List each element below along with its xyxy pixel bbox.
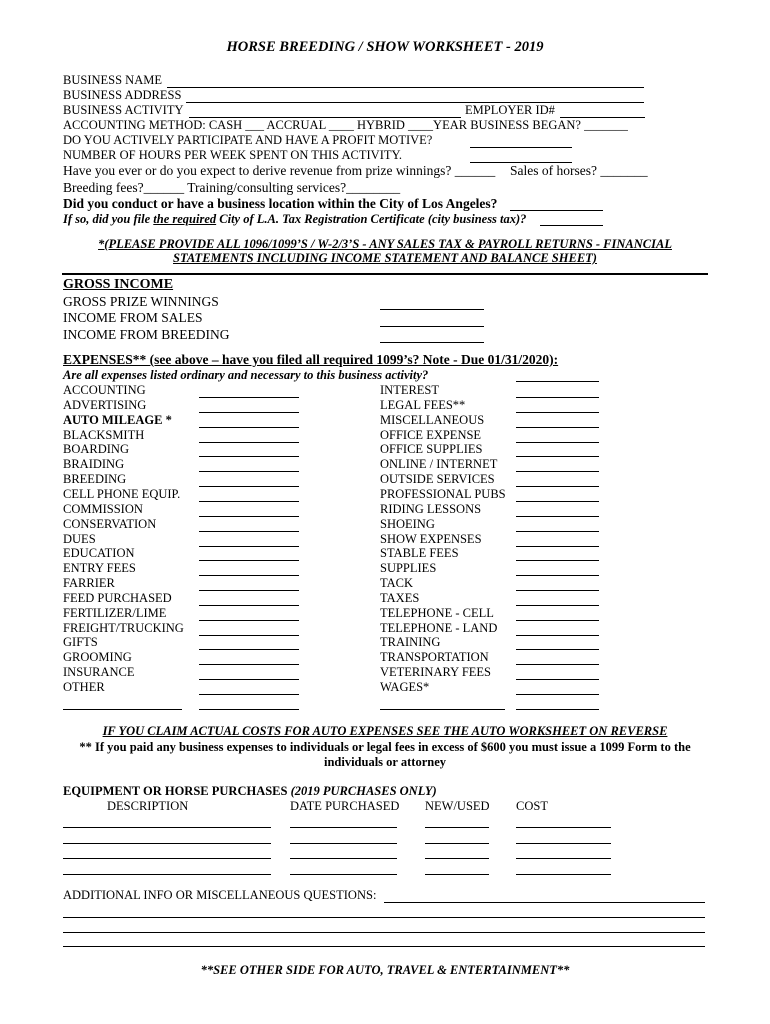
expense-left-label: BLACKSMITH xyxy=(63,427,145,442)
equipment-description-field[interactable] xyxy=(63,874,271,875)
expense-right-label: TELEPHONE - LAND xyxy=(380,620,498,635)
expense-left-amount-field[interactable] xyxy=(199,442,299,443)
expense-left-label: DUES xyxy=(63,531,96,546)
expense-left-amount-field[interactable] xyxy=(199,546,299,547)
expenses-ordinary-field[interactable] xyxy=(516,381,599,382)
equipment-new-used-field[interactable] xyxy=(425,858,489,859)
footer-note: **SEE OTHER SIDE FOR AUTO, TRAVEL & ENTERTAINMENT** xyxy=(200,963,570,977)
gross-prize-winnings-label: GROSS PRIZE WINNINGS xyxy=(63,294,219,309)
expense-right-label: SHOEING xyxy=(380,516,435,531)
expense-right-label: ONLINE / INTERNET xyxy=(380,457,498,472)
la-tax-certificate-field[interactable] xyxy=(540,225,603,226)
expense-right-amount-field[interactable] xyxy=(516,575,599,576)
expense-left-amount-field[interactable] xyxy=(199,397,299,398)
expense-extra-right-amount-field[interactable] xyxy=(516,709,599,710)
expense-right-label: TRANSPORTATION xyxy=(380,650,489,665)
equipment-new-used-field[interactable] xyxy=(425,874,489,875)
sales-of-horses-label: Sales of horses? _______ xyxy=(510,163,648,178)
equipment-date-purchased-field[interactable] xyxy=(290,858,397,859)
business-address-field[interactable] xyxy=(186,102,644,103)
auto-worksheet-notice: IF YOU CLAIM ACTUAL COSTS FOR AUTO EXPENSES SEE THE AUTO WORKSHEET ON REVERSE xyxy=(102,724,668,738)
expense-left-amount-field[interactable] xyxy=(199,694,299,695)
expense-right-label: TAXES xyxy=(380,590,420,605)
income-from-sales-label: INCOME FROM SALES xyxy=(63,310,203,325)
accounting-method-label: ACCOUNTING METHOD: CASH ___ ACCRUAL ____ HYBRID ____YEAR BUSINESS BEGAN? _______ xyxy=(63,118,628,132)
expense-left-label: FERTILIZER/LIME xyxy=(63,605,167,620)
expense-right-amount-field[interactable] xyxy=(516,590,599,591)
expense-right-amount-field[interactable] xyxy=(516,412,599,413)
expense-right-label: SHOW EXPENSES xyxy=(380,531,482,546)
breeding-fees-label: Breeding fees?______ Training/consulting services?________ xyxy=(63,180,401,195)
expense-extra-right-field[interactable] xyxy=(380,709,505,710)
equipment-date-purchased-field[interactable] xyxy=(290,874,397,875)
la-tax-certificate-question: If so, did you file the required City of L.A. Tax Registration Certificate (city business tax)? xyxy=(63,212,527,226)
expense-right-label: PROFESSIONAL PUBS xyxy=(380,486,506,501)
expenses-subheading: Are all expenses listed ordinary and necessary to this business activity? xyxy=(63,368,429,382)
expense-left-label: FEED PURCHASED xyxy=(63,590,172,605)
expense-left-amount-field[interactable] xyxy=(199,516,299,517)
expense-right-amount-field[interactable] xyxy=(516,635,599,636)
income-from-breeding-field[interactable] xyxy=(380,342,484,343)
expense-left-label: BRAIDING xyxy=(63,457,125,472)
equipment-heading: EQUIPMENT OR HORSE PURCHASES (2019 PURCHASES ONLY) xyxy=(63,784,437,798)
expense-left-amount-field[interactable] xyxy=(199,560,299,561)
income-from-breeding-label: INCOME FROM BREEDING xyxy=(63,327,230,342)
equipment-new-used-field[interactable] xyxy=(425,827,489,828)
expense-right-amount-field[interactable] xyxy=(516,694,599,695)
form-1099-notice-line1: ** If you paid any business expenses to individuals or legal fees in excess of $600 you must issue a 1099 Form to the xyxy=(79,740,691,754)
expense-right-label: MISCELLANEOUS xyxy=(380,412,485,427)
expense-left-amount-field[interactable] xyxy=(199,605,299,606)
expense-left-label: ADVERTISING xyxy=(63,397,147,412)
expense-left-label: BOARDING xyxy=(63,442,129,457)
expense-right-amount-field[interactable] xyxy=(516,471,599,472)
column-new-used: NEW/USED xyxy=(425,799,490,813)
additional-info-field-4[interactable] xyxy=(63,946,705,947)
expense-left-amount-field[interactable] xyxy=(199,471,299,472)
equipment-description-field[interactable] xyxy=(63,858,271,859)
expense-right-label: TACK xyxy=(380,576,414,591)
expense-left-label: CELL PHONE EQUIP. xyxy=(63,486,181,501)
expense-right-label: OUTSIDE SERVICES xyxy=(380,472,495,487)
expense-left-label: FREIGHT/TRUCKING xyxy=(63,620,184,635)
column-date-purchased: DATE PURCHASED xyxy=(290,799,400,813)
column-description: DESCRIPTION xyxy=(107,799,189,813)
equipment-cost-field[interactable] xyxy=(516,843,611,844)
expense-left-amount-field[interactable] xyxy=(199,501,299,502)
expense-right-amount-field[interactable] xyxy=(516,516,599,517)
expense-left-amount-field[interactable] xyxy=(199,575,299,576)
business-name-label: BUSINESS NAME xyxy=(63,73,162,87)
expense-right-amount-field[interactable] xyxy=(516,397,599,398)
expense-right-label: STABLE FEES xyxy=(380,546,459,561)
expense-left-amount-field[interactable] xyxy=(199,649,299,650)
expense-left-amount-field[interactable] xyxy=(199,679,299,680)
expense-left-label: INSURANCE xyxy=(63,665,135,680)
business-address-label: BUSINESS ADDRESS xyxy=(63,88,182,102)
expense-right-amount-field[interactable] xyxy=(516,442,599,443)
expense-left-amount-field[interactable] xyxy=(199,456,299,457)
expense-left-amount-field[interactable] xyxy=(199,427,299,428)
expense-right-label: RIDING LESSONS xyxy=(380,501,482,516)
la-business-field[interactable] xyxy=(510,210,603,211)
expense-right-label: INTEREST xyxy=(380,383,440,397)
expense-left-amount-field[interactable] xyxy=(199,664,299,665)
equipment-date-purchased-field[interactable] xyxy=(290,843,397,844)
expense-right-label: WAGES* xyxy=(380,680,430,694)
expense-right-label: OFFICE SUPPLIES xyxy=(380,442,483,457)
expense-right-amount-field[interactable] xyxy=(516,531,599,532)
prize-winnings-label: Have you ever or do you expect to derive revenue from prize winnings? ______ xyxy=(63,163,496,178)
equipment-description-field[interactable] xyxy=(63,843,271,844)
page-title: HORSE BREEDING / SHOW WORKSHEET - 2019 xyxy=(226,39,544,55)
equipment-cost-field[interactable] xyxy=(516,874,611,875)
expense-right-amount-field[interactable] xyxy=(516,546,599,547)
expense-right-amount-field[interactable] xyxy=(516,620,599,621)
expense-right-amount-field[interactable] xyxy=(516,664,599,665)
expense-right-label: TELEPHONE - CELL xyxy=(380,605,494,620)
equipment-cost-field[interactable] xyxy=(516,827,611,828)
documents-notice-line1: *(PLEASE PROVIDE ALL 1096/1099’S / W-2/3’S - ANY SALES TAX & PAYROLL RETURNS - FINANCIAL xyxy=(98,237,672,251)
additional-info-label: ADDITIONAL INFO OR MISCELLANEOUS QUESTIONS: xyxy=(63,888,377,902)
expenses-heading: EXPENSES** (see above – have you filed all required 1099’s? Note - Due 01/31/2020): xyxy=(63,352,559,367)
expense-left-label: AUTO MILEAGE * xyxy=(63,412,172,427)
business-name-field[interactable] xyxy=(167,87,644,88)
form-1099-notice-line2: individuals or attorney xyxy=(323,755,446,769)
additional-info-field-3[interactable] xyxy=(63,932,705,933)
profit-motive-field[interactable] xyxy=(470,147,572,148)
expense-left-label: GROOMING xyxy=(63,650,132,665)
additional-info-field-1[interactable] xyxy=(384,902,705,903)
expense-right-label: LEGAL FEES** xyxy=(380,397,466,412)
equipment-new-used-field[interactable] xyxy=(425,843,489,844)
expense-left-amount-field[interactable] xyxy=(199,412,299,413)
expense-left-label: CONSERVATION xyxy=(63,516,157,531)
expense-left-amount-field[interactable] xyxy=(199,486,299,487)
equipment-date-purchased-field[interactable] xyxy=(290,827,397,828)
hours-label: NUMBER OF HOURS PER WEEK SPENT ON THIS ACTIVITY. xyxy=(63,148,403,162)
expense-left-label: EDUCATION xyxy=(63,546,135,561)
expense-left-amount-field[interactable] xyxy=(199,590,299,591)
expense-left-label: GIFTS xyxy=(63,635,98,650)
expense-right-amount-field[interactable] xyxy=(516,649,599,650)
gross-income-heading: GROSS INCOME xyxy=(63,277,174,292)
expense-left-label: BREEDING xyxy=(63,472,127,487)
profit-motive-label: DO YOU ACTIVELY PARTICIPATE AND HAVE A PROFIT MOTIVE? xyxy=(63,133,433,147)
expense-left-label: ACCOUNTING xyxy=(63,383,146,397)
expense-right-amount-field[interactable] xyxy=(516,501,599,502)
expense-right-amount-field[interactable] xyxy=(516,679,599,680)
income-from-sales-field[interactable] xyxy=(380,326,484,327)
expense-right-label: SUPPLIES xyxy=(380,561,437,576)
expense-right-label: OFFICE EXPENSE xyxy=(380,427,482,442)
additional-info-field-2[interactable] xyxy=(63,917,705,918)
gross-prize-winnings-field[interactable] xyxy=(380,309,484,310)
expense-left-label: OTHER xyxy=(63,680,105,694)
equipment-cost-field[interactable] xyxy=(516,858,611,859)
column-cost: COST xyxy=(516,799,548,813)
expense-left-amount-field[interactable] xyxy=(199,531,299,532)
expense-right-amount-field[interactable] xyxy=(516,605,599,606)
expense-right-amount-field[interactable] xyxy=(516,456,599,457)
expense-right-amount-field[interactable] xyxy=(516,560,599,561)
expense-right-amount-field[interactable] xyxy=(516,486,599,487)
equipment-description-field[interactable] xyxy=(63,827,271,828)
la-business-question: Did you conduct or have a business location within the City of Los Angeles? xyxy=(63,196,498,211)
expense-left-label: ENTRY FEES xyxy=(63,561,136,576)
section-divider xyxy=(62,273,708,275)
employer-id-label: EMPLOYER ID# xyxy=(465,103,555,117)
expense-other-description-field[interactable] xyxy=(63,709,182,710)
expense-left-amount-field[interactable] xyxy=(199,620,299,621)
expense-left-amount-field[interactable] xyxy=(199,635,299,636)
business-activity-label: BUSINESS ACTIVITY xyxy=(63,103,184,117)
expense-right-amount-field[interactable] xyxy=(516,427,599,428)
expense-left-label: FARRIER xyxy=(63,576,115,591)
expense-other-amount-field[interactable] xyxy=(199,709,299,710)
documents-notice-line2: STATEMENTS INCLUDING INCOME STATEMENT AND BALANCE SHEET) xyxy=(173,251,597,265)
expense-left-label: COMMISSION xyxy=(63,501,143,516)
expense-right-label: TRAINING xyxy=(380,635,441,650)
expense-right-label: VETERINARY FEES xyxy=(380,665,491,680)
